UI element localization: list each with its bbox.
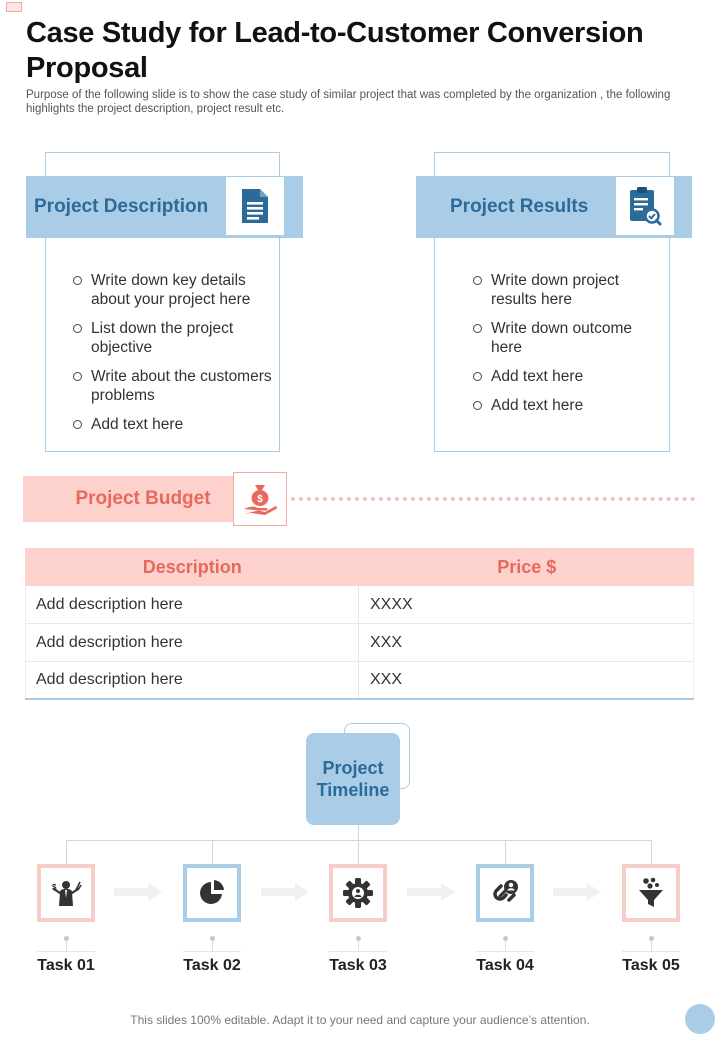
task-05-label: Task 05	[622, 957, 680, 974]
table-row	[25, 624, 694, 662]
task-stem	[66, 941, 67, 951]
list-item: Write about the customers problems	[73, 367, 273, 405]
task-01-label: Task 01	[37, 957, 95, 974]
task-stem	[651, 941, 652, 951]
project-results-list	[473, 271, 663, 425]
corner-decoration	[6, 2, 22, 12]
project-results-title: Project Results	[450, 196, 589, 217]
column-header-description: Description	[142, 556, 242, 577]
project-description-list	[73, 271, 273, 444]
column-header-price: Price $	[497, 556, 557, 577]
timeline-title-line1: Project	[322, 758, 384, 778]
page-subtitle: Purpose of the following slide is to show the case study of similar project that was completed by the organization , the following highlights the project description, project result etc.	[26, 89, 671, 115]
project-description-header	[26, 176, 303, 238]
list-item: Write down project results here	[473, 271, 663, 309]
table-cell: XXXX	[359, 586, 694, 623]
list-item: Add text here	[473, 367, 663, 386]
arrow-right-icon	[553, 883, 601, 901]
task-tick	[37, 951, 95, 952]
table-header	[25, 548, 694, 586]
document-icon	[226, 177, 284, 235]
money-bag-hand-icon	[233, 472, 287, 526]
page-title: Case Study for Lead-to-Customer Conversion Proposal	[26, 17, 644, 84]
project-description-title: Project Description	[34, 196, 209, 217]
timeline-connector	[358, 825, 359, 841]
task-stem	[358, 941, 359, 951]
task-tick	[476, 951, 534, 952]
task-01-box	[37, 864, 95, 922]
task-stem	[212, 941, 213, 951]
table-cell: XXX	[359, 662, 694, 698]
budget-dotted-divider	[291, 497, 695, 501]
project-results-header	[416, 176, 692, 238]
table-row	[25, 586, 694, 624]
businessman-money-icon	[49, 878, 83, 908]
list-item: List down the project objective	[73, 319, 273, 357]
table-row	[25, 662, 694, 700]
task-tick	[622, 951, 680, 952]
timeline-drop-line	[358, 840, 359, 864]
list-item: Write down outcome here	[473, 319, 663, 357]
task-04-label: Task 04	[476, 957, 534, 974]
funnel-icon	[636, 877, 666, 909]
arrow-right-icon	[261, 883, 309, 901]
list-item: Add text here	[73, 415, 273, 434]
task-04-box	[476, 864, 534, 922]
task-02-box	[183, 864, 241, 922]
link-user-icon	[489, 878, 521, 908]
task-tick	[183, 951, 241, 952]
project-budget-title: Project Budget	[75, 488, 211, 509]
list-item: Write down key details about your project here	[73, 271, 273, 309]
timeline-title-line2: Timeline	[316, 780, 390, 800]
footer-note: This slides 100% editable. Adapt it to your need and capture your audience’s attention.	[130, 1013, 590, 1027]
task-05-box	[622, 864, 680, 922]
list-item: Add text here	[473, 396, 663, 415]
timeline-drop-line	[212, 840, 213, 864]
gear-icon	[342, 877, 374, 909]
project-timeline-box	[306, 733, 400, 825]
task-tick	[329, 951, 387, 952]
task-stem	[505, 941, 506, 951]
clipboard-check-icon	[616, 177, 674, 235]
table-cell: Add description here	[25, 586, 359, 623]
arrow-right-icon	[407, 883, 455, 901]
table-cell: XXX	[359, 624, 694, 661]
budget-table	[25, 548, 694, 700]
corner-circle-decoration	[685, 1004, 715, 1034]
arrow-right-icon	[114, 883, 162, 901]
timeline-drop-line	[66, 840, 67, 864]
svg-text:$: $	[52, 883, 57, 892]
task-03-label: Task 03	[329, 957, 387, 974]
table-cell: Add description here	[25, 662, 359, 698]
table-cell: Add description here	[25, 624, 359, 661]
timeline-drop-line	[651, 840, 652, 864]
task-03-box	[329, 864, 387, 922]
pie-chart-icon	[197, 878, 227, 908]
timeline-bar	[66, 840, 652, 841]
task-02-label: Task 02	[183, 957, 241, 974]
timeline-drop-line	[505, 840, 506, 864]
svg-text:$: $	[257, 494, 263, 505]
